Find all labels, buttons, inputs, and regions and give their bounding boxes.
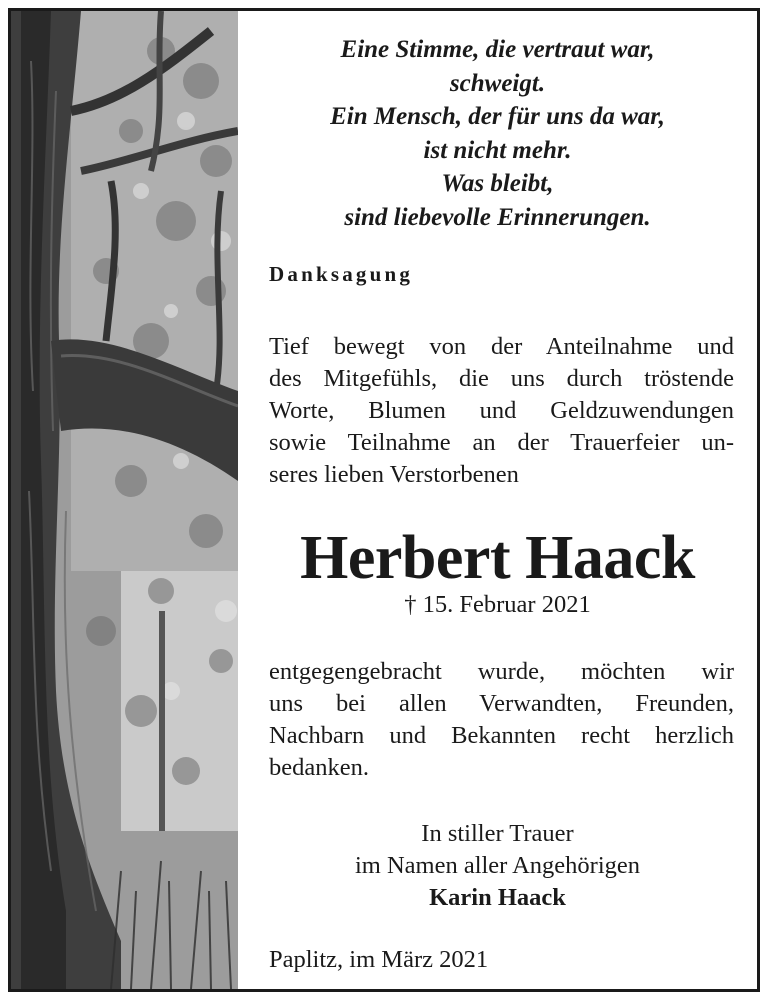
tree-illustration	[11, 11, 238, 989]
poem-line: sind liebevolle Erinnerungen.	[344, 203, 651, 231]
poem-line: Eine Stimme, die vertraut war,	[340, 36, 655, 63]
intro-line: seres lieben Verstorbenen	[269, 461, 519, 488]
intro-line: Worte, Blumen und Geldzuwendungen	[269, 397, 734, 424]
signature-block	[238, 818, 757, 914]
obituary-notice	[8, 8, 760, 992]
thanks-paragraph	[269, 656, 734, 784]
death-date: † 15. Februar 2021	[404, 591, 591, 618]
intro-line: sowie Teilnahme an der Trauerfeier un-	[269, 429, 734, 456]
signature-line: In stiller Trauer	[421, 820, 574, 847]
notice-text-column	[238, 11, 757, 989]
thanks-line: bedanken.	[269, 754, 369, 781]
thanks-line: Nachbarn und Bekannten recht herzlich	[269, 722, 734, 749]
poem-line: Was bleibt,	[441, 170, 554, 197]
deceased-name: Herbert Haack	[300, 524, 695, 592]
intro-paragraph	[269, 331, 734, 491]
signature-line: im Namen aller Angehörigen	[354, 852, 641, 879]
thanks-line: uns bei allen Verwandten, Freunden,	[269, 690, 734, 717]
place-date: Paplitz, im März 2021	[269, 946, 489, 973]
poem-line: ist nicht mehr.	[423, 136, 572, 164]
poem-line: Ein Mensch, der für uns da war,	[330, 103, 665, 130]
signer-name: Karin Haack	[429, 884, 566, 911]
poem-line: schweigt.	[449, 69, 546, 97]
poem	[238, 33, 757, 234]
thanks-line: entgegengebracht wurde, möchten wir	[269, 658, 734, 685]
intro-line: des Mitgefühls, die uns durch tröstende	[269, 365, 734, 392]
heading-danksagung: Danksagung	[269, 262, 414, 286]
intro-line: Tief bewegt von der Anteilnahme und	[269, 333, 734, 360]
tree-photo	[11, 11, 238, 989]
